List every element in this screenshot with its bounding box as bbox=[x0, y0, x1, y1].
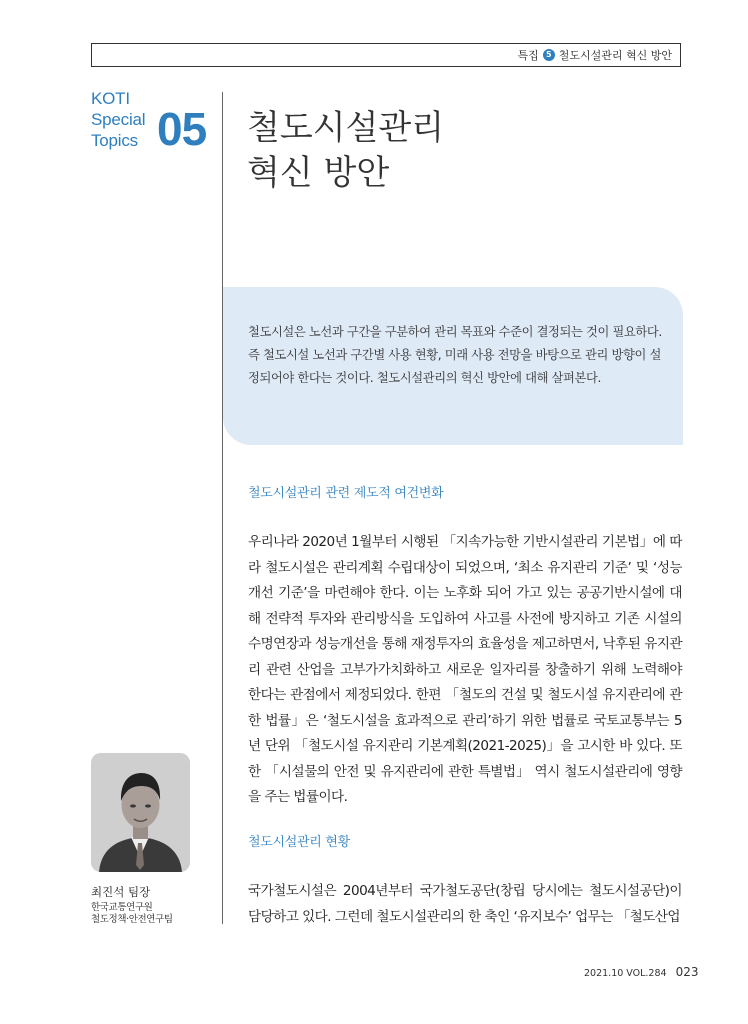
issue-info: 2021.10 VOL.284 bbox=[584, 968, 667, 979]
article-title-line-2: 혁신 방안 bbox=[247, 153, 390, 193]
author-affiliation-1: 한국교통연구원 bbox=[91, 902, 153, 913]
running-header-text bbox=[517, 47, 672, 63]
section-heading-1: 철도시설관리 관련 제도적 여건변화 bbox=[248, 486, 444, 501]
page-footer bbox=[584, 965, 699, 979]
section-body-2: 국가철도시설은 2004년부터 국가철도공단(창립 당시에는 철도시설공단)이 담당하고 있다. 그런데 철도시설관리의 한 축인 ‘유지보수’ 업무는 「철도산업 bbox=[248, 883, 682, 925]
running-header bbox=[91, 43, 681, 67]
series-number: 05 bbox=[157, 103, 207, 155]
series-line-2: Special bbox=[91, 110, 146, 129]
page-number: 023 bbox=[675, 965, 699, 979]
author-affiliation-2: 철도정책·안전연구팀 bbox=[91, 914, 173, 925]
column-divider bbox=[222, 92, 223, 924]
summary-text: 철도시설은 노선과 구간을 구분하여 관리 목표와 수준이 결정되는 것이 필요하다. 즉 철도시설 노선과 구간별 사용 현황, 미래 사용 전망을 바탕으로 관리 방향이 설정되어야 한다는 것이다. 철도시설관리의 혁신 방안에 대해 살펴본다. bbox=[248, 325, 662, 385]
section-heading-2: 철도시설관리 현황 bbox=[248, 835, 350, 850]
series-label bbox=[91, 88, 145, 151]
author-name: 최진석 팀장 bbox=[91, 885, 151, 899]
series-line-1: KOTI bbox=[91, 89, 130, 108]
running-header-title: 철도시설관리 혁신 방안 bbox=[558, 49, 672, 62]
author-photo bbox=[91, 753, 190, 872]
author-portrait-image bbox=[91, 753, 190, 872]
article-title bbox=[247, 106, 444, 196]
section-label: 특집 bbox=[517, 49, 539, 62]
series-line-3: Topics bbox=[91, 131, 138, 150]
summary-box bbox=[223, 287, 683, 445]
section-number-badge: 5 bbox=[543, 49, 555, 61]
article-title-line-1: 철도시설관리 bbox=[247, 108, 445, 148]
section-body-1: 우리나라 2020년 1월부터 시행된 「지속가능한 기반시설관리 기본법」에 따라 철도시설은 관리계획 수립대상이 되었으며, ‘최소 유지관리 기준’ 및 ‘성능개선 기준’을 마련해야 한다. 이는 노후화 되어 가고 있는 공공기반시설에 대해 전략적 투자와 관리방식을 도입하여 사고를 사전에 방지하고 기존 시설의 수명연장과 성능개선을 통해 재정투자의 효율성을 제고하면서, 낙후된 유지관리 관련 산업을 고부가가치화하고 새로운 일자리를 창출하기 위해 노력해야 한다는 관점에서 제정되었다. 한편 「철도의 건설 및 철도시설 유지관리에 관한 법률」은 ‘철도시설을 효과적으로 관리’하기 위한 법률로 국토교통부는 5년 단위 「철도시설 유지관리 기본계획(2021-2025)」을 고시한 바 있다. 또한 「시설물의 안전 및 유지관리에 관한 특별법」 역시 철도시설관리에 영향을 주는 법률이다. bbox=[248, 534, 682, 805]
author-info bbox=[91, 885, 173, 926]
